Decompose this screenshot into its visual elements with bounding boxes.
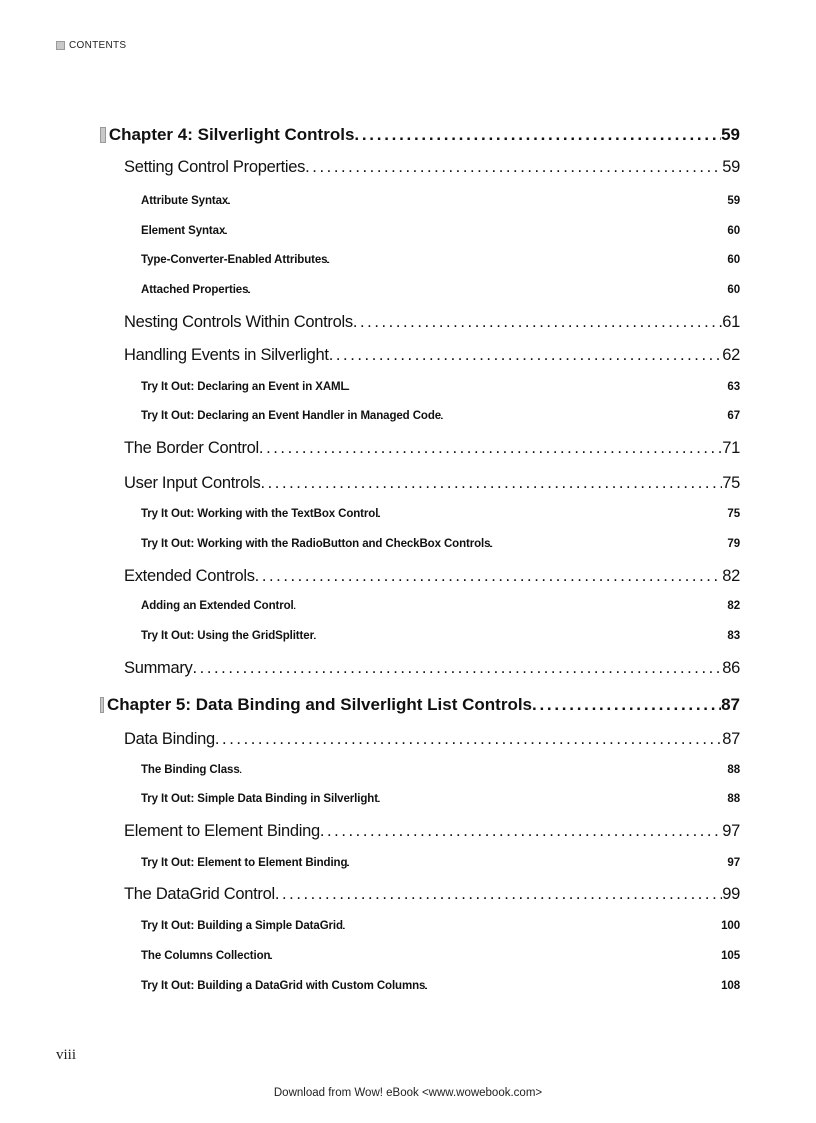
toc-entry-title: The Border Control	[124, 439, 259, 457]
toc-subsection-entry[interactable]	[141, 410, 740, 422]
toc-entry-title: The DataGrid Control	[124, 885, 275, 903]
square-bullet-icon	[100, 697, 104, 713]
toc-subsection-entry[interactable]	[141, 284, 740, 296]
toc-entry-title: Try It Out: Element to Element Binding	[141, 857, 348, 869]
toc-entry-page: 79	[727, 538, 740, 550]
toc-subsection-entry[interactable]	[141, 857, 740, 869]
toc-entry-page: 87	[721, 695, 740, 714]
toc-entry-title: Chapter 5: Data Binding and Silverlight List Controls	[106, 695, 533, 714]
toc-entry-title: Try It Out: Declaring an Event Handler in Managed Code	[141, 410, 442, 422]
dot-leader	[193, 659, 723, 678]
toc-subsection-entry[interactable]	[141, 195, 740, 207]
toc-entry-page: 88	[727, 764, 740, 776]
toc-section-entry[interactable]	[124, 822, 740, 841]
toc-entry-title: Try It Out: Building a Simple DataGrid	[141, 920, 343, 932]
running-header	[56, 40, 126, 51]
toc-entry-title: Chapter 4: Silverlight Controls	[108, 125, 355, 144]
dot-leader	[275, 885, 722, 904]
toc-subsection-entry[interactable]	[141, 225, 740, 237]
toc-entry-title: Try It Out: Working with the TextBox Control	[141, 508, 379, 520]
toc-entry-title: Try It Out: Working with the RadioButton and CheckBox Controls	[141, 538, 491, 550]
toc-section-entry[interactable]	[124, 313, 740, 332]
toc-entry-page: 86	[722, 659, 740, 677]
dot-leader	[248, 284, 727, 296]
dot-leader	[270, 950, 721, 962]
toc-subsection-entry[interactable]	[141, 508, 740, 520]
dot-leader	[425, 980, 721, 992]
toc-entry-title: Attached Properties	[141, 284, 249, 296]
dot-leader	[327, 254, 727, 266]
toc-subsection-entry[interactable]	[141, 793, 740, 805]
toc-section-entry[interactable]	[124, 346, 740, 365]
dot-leader	[228, 195, 727, 207]
toc-entry-title: Setting Control Properties	[124, 158, 306, 176]
toc-entry-page: 97	[722, 822, 740, 840]
toc-entry-page: 71	[722, 439, 740, 457]
toc-subsection-entry[interactable]	[141, 630, 740, 642]
dot-leader	[343, 920, 721, 932]
toc-entry-page: 108	[721, 980, 740, 992]
toc-entry-title: Nesting Controls Within Controls	[124, 313, 353, 331]
toc-entry-title: Element to Element Binding	[124, 822, 320, 840]
dot-leader	[354, 125, 721, 145]
dot-leader	[347, 857, 727, 869]
toc-entry-page: 59	[727, 195, 740, 207]
dot-leader	[255, 567, 723, 586]
toc-entry-page: 100	[721, 920, 740, 932]
toc-entry-page: 75	[727, 508, 740, 520]
toc-entry-page: 59	[721, 125, 740, 144]
toc-entry-page: 67	[727, 410, 740, 422]
toc-entry-title: Type-Converter-Enabled Attributes	[141, 254, 328, 266]
square-bullet-icon	[56, 41, 65, 50]
toc-section-entry[interactable]	[124, 567, 740, 586]
toc-entry-title: Element Syntax	[141, 225, 226, 237]
toc-section-entry[interactable]	[124, 439, 740, 458]
toc-section-entry[interactable]	[124, 158, 740, 177]
toc-entry-title: The Columns Collection	[141, 950, 271, 962]
dot-leader	[441, 410, 727, 422]
dot-leader	[240, 764, 728, 776]
toc-subsection-entry[interactable]	[141, 980, 740, 992]
dot-leader	[347, 381, 727, 393]
toc-subsection-entry[interactable]	[141, 600, 740, 612]
toc-entry-title: Handling Events in Silverlight	[124, 346, 329, 364]
square-bullet-icon	[100, 127, 106, 143]
toc-section-entry[interactable]	[124, 659, 740, 678]
dot-leader	[225, 225, 727, 237]
toc-entry-title: Try It Out: Building a DataGrid with Custom Columns	[141, 980, 426, 992]
dot-leader	[259, 439, 722, 458]
dot-leader	[353, 313, 722, 332]
toc-entry-page: 63	[727, 381, 740, 393]
toc-subsection-entry[interactable]	[141, 950, 740, 962]
dot-leader	[532, 695, 721, 715]
toc-subsection-entry[interactable]	[141, 920, 740, 932]
toc-section-entry[interactable]	[124, 474, 740, 493]
toc-entry-title: Summary	[124, 659, 193, 677]
toc-entry-title: Attribute Syntax	[141, 195, 229, 207]
toc-chapter-entry[interactable]	[100, 125, 740, 145]
toc-subsection-entry[interactable]	[141, 538, 740, 550]
toc-entry-page: 99	[722, 885, 740, 903]
toc-chapter-entry[interactable]	[100, 695, 740, 715]
page-number: viii	[56, 1047, 77, 1063]
toc-subsection-entry[interactable]	[141, 254, 740, 266]
toc-entry-title: The Binding Class	[141, 764, 240, 776]
toc-entry-title: Try It Out: Simple Data Binding in Silverlight	[141, 793, 378, 805]
download-footer: Download from Wow! eBook <www.wowebook.com>	[273, 1087, 543, 1099]
toc-entry-title: Try It Out: Using the GridSplitter	[141, 630, 314, 642]
toc-entry-page: 60	[727, 254, 740, 266]
toc-entry-page: 59	[722, 158, 740, 176]
dot-leader	[215, 730, 722, 749]
dot-leader	[490, 538, 727, 550]
toc-entry-page: 105	[721, 950, 740, 962]
toc-section-entry[interactable]	[124, 730, 740, 749]
dot-leader	[294, 600, 728, 612]
dot-leader	[305, 158, 722, 177]
toc-entry-page: 62	[722, 346, 740, 364]
toc-entry-page: 97	[727, 857, 740, 869]
toc-section-entry[interactable]	[124, 885, 740, 904]
toc-entry-page: 75	[722, 474, 740, 492]
toc-entry-title: Extended Controls	[124, 567, 255, 585]
dot-leader	[378, 508, 727, 520]
toc-subsection-entry[interactable]	[141, 764, 740, 776]
toc-entry-page: 87	[722, 730, 740, 748]
dot-leader	[260, 474, 722, 493]
toc-entry-page: 82	[727, 600, 740, 612]
toc-entry-page: 61	[722, 313, 740, 331]
toc-entry-page: 82	[722, 567, 740, 585]
toc-entry-page: 60	[727, 284, 740, 296]
toc-entry-title: Data Binding	[124, 730, 215, 748]
toc-entry-title: Try It Out: Declaring an Event in XAML	[141, 381, 348, 393]
dot-leader	[320, 822, 722, 841]
dot-leader	[314, 630, 727, 642]
toc-entry-title: Adding an Extended Control	[141, 600, 294, 612]
dot-leader	[378, 793, 727, 805]
toc-entry-page: 88	[727, 793, 740, 805]
toc-entry-page: 60	[727, 225, 740, 237]
toc-entry-page: 83	[727, 630, 740, 642]
toc-subsection-entry[interactable]	[141, 381, 740, 393]
toc-entry-title: User Input Controls	[124, 474, 261, 492]
dot-leader	[329, 346, 723, 365]
running-header-label: CONTENTS	[69, 40, 127, 51]
